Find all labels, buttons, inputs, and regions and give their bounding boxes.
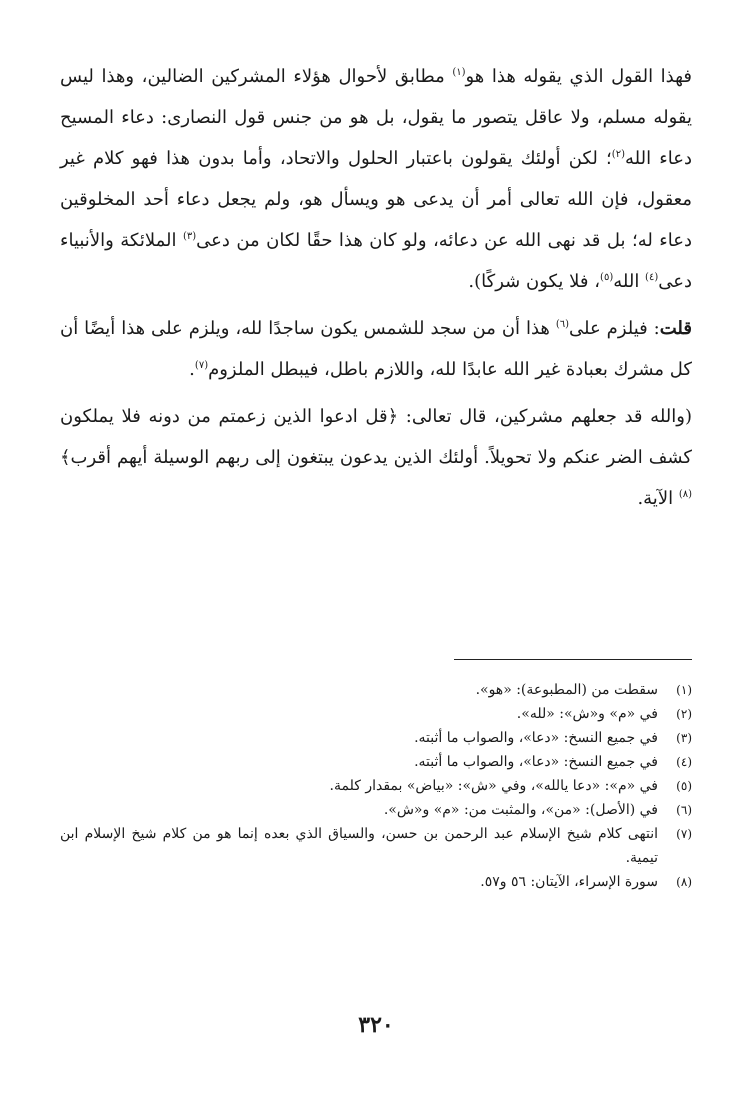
footnote-item <box>60 798 692 822</box>
text-run: فهذا القول الذي يقوله هذا هو <box>465 66 692 87</box>
text-run: مطابق لأحوال هؤلاء المشركين الضالين، وهذا ليس يقوله مسلم، ولا عاقل يتصور ما يقول، بل هو من جنس قول النصارى: دعاء المسيح دعاء الله <box>60 66 692 169</box>
paragraph-lead: قلت <box>659 318 692 339</box>
page-number: ٣٢٠ <box>358 1012 394 1038</box>
text-run: (والله قد جعلهم مشركين، قال تعالى: ﴿قل ادعوا الذين زعمتم من دونه فلا يملكون كشف الضر عنكم ولا تحويلاً. أولئك الذين يدعون يبتغون إلى ربهم الوسيلة أيهم أقرب﴾ <box>60 406 692 468</box>
footnote-text: انتهى كلام شيخ الإسلام عبد الرحمن بن حسن، والسياق الذي بعده إنما هو من كلام شيخ الإسلام ابن تيمية. <box>60 826 658 866</box>
footnote-item <box>60 726 692 750</box>
footnote-text: في جميع النسخ: «دعا»، والصواب ما أثبته. <box>414 730 658 746</box>
footnote-ref-2[interactable]: (٢) <box>611 149 625 160</box>
footnote-item <box>60 750 692 774</box>
footnote-item <box>60 870 692 894</box>
paragraph-2 <box>60 308 692 390</box>
footnote-number: (٢) <box>676 707 692 721</box>
main-text <box>60 56 692 519</box>
text-run: . <box>189 359 195 380</box>
footnote-number: (٤) <box>676 755 692 769</box>
footnote-ref-4[interactable]: (٤) <box>645 272 659 283</box>
footnote-item <box>60 678 692 702</box>
text-run: الآية. <box>637 488 679 509</box>
text-run: ؛ لكن أولئك يقولون باعتبار الحلول والاتحاد، وأما بدون هذا فهو كلام غير معقول، فإن الله تعالى أمر أن يدعى هو ويسأل هو، ولم يجعل دعاء أحد المخلوقين دعاء له؛ بل قد نهى الله عن دعائه، ولو كان هذا حقًا لكان من دعى <box>60 148 692 251</box>
footnote-ref-7[interactable]: (٧) <box>194 360 209 371</box>
paragraph-3 <box>60 396 692 519</box>
footnote-text: سقطت من (المطبوعة): «هو». <box>475 682 658 698</box>
footnote-ref-5[interactable]: (٥) <box>600 272 614 283</box>
footnote-number: (٧) <box>676 827 692 841</box>
footnote-ref-1[interactable]: (١) <box>452 67 466 78</box>
footnote-divider <box>454 659 692 660</box>
footnote-text: سورة الإسراء، الآيتان: ٥٦ و٥٧. <box>480 874 658 890</box>
text-run: : فيلزم على <box>569 318 660 339</box>
footnote-number: (٣) <box>676 731 692 745</box>
footnote-text: في «م»: «دعا يالله»، وفي «ش»: «بياض» بمقدار كلمة. <box>329 778 658 794</box>
footnote-ref-3[interactable]: (٣) <box>182 231 197 242</box>
footnote-item <box>60 774 692 798</box>
footnote-text: في «م» و«ش»: «لله». <box>516 706 658 722</box>
footnote-number: (٨) <box>676 875 692 889</box>
text-run: هذا أن من سجد للشمس يكون ساجدًا لله، ويلزم على هذا أيضًا أن كل مشرك بعبادة غير الله عابدًا لله، واللازم باطل، فيبطل الملزوم <box>60 318 692 380</box>
footnote-text: في (الأصل): «من»، والمثبت من: «م» و«ش». <box>383 802 658 818</box>
footnotes <box>60 678 692 894</box>
footnote-number: (٦) <box>676 803 692 817</box>
text-run: الله <box>613 271 646 292</box>
footnote-number: (١) <box>676 683 692 697</box>
footnote-ref-8[interactable]: (٨) <box>678 489 692 500</box>
footnote-number: (٥) <box>676 779 692 793</box>
paragraph-1 <box>60 56 692 302</box>
text-run: ، فلا يكون شركًا). <box>468 271 601 292</box>
footnote-item <box>60 702 692 726</box>
footnote-item <box>60 822 692 870</box>
text-run: الملائكة والأنبياء دعى <box>60 230 692 292</box>
footnote-text: في جميع النسخ: «دعا»، والصواب ما أثبته. <box>414 754 658 770</box>
footnote-ref-6[interactable]: (٦) <box>555 319 570 330</box>
